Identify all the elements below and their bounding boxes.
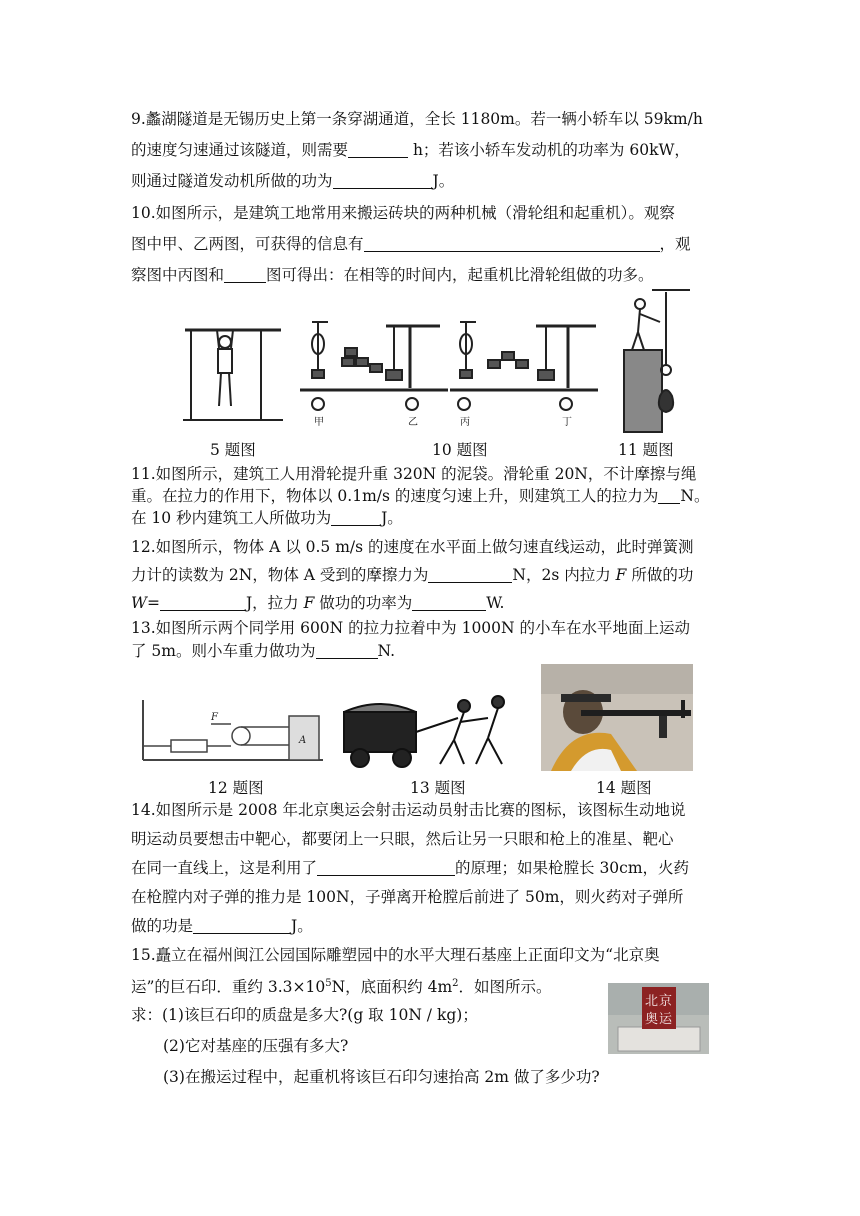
- q14-line3: 在同一直线上，这是利用了 的原理；如果枪膛长 30cm，火药: [131, 859, 690, 877]
- q11-line3: 在 10 秒内建筑工人所做功为 J。: [131, 509, 403, 527]
- seal-char-1: 北: [645, 994, 659, 1009]
- caption-fig5: 5 题图: [210, 441, 256, 459]
- label-yi: 乙: [408, 417, 418, 428]
- q11-line1: 11.如图所示，建筑工人用滑轮提升重 320N 的泥袋。滑轮重 20N，不计摩擦与绳: [131, 465, 697, 483]
- force-label: F: [211, 712, 218, 723]
- pulley-worker-figure: [622, 286, 692, 434]
- q15-sub1: 求：(1)该巨石印的质盘是多大?(g 取 10N / kg)；: [131, 1006, 478, 1024]
- stone-seal-photo: [608, 983, 709, 1054]
- q14-line5: 做的功是 J。: [131, 917, 313, 935]
- answer-blank[interactable]: [316, 642, 378, 659]
- q11-line2: 重。在拉力的作用下，物体以 0.1m/s 的速度匀速上升，则建筑工人的拉力为 N。: [131, 487, 710, 505]
- q10-line3: 察图中丙图和 图可得出：在相等的时间内，起重机比滑轮组做的功多。: [131, 266, 654, 284]
- answer-blank[interactable]: [333, 172, 433, 189]
- q9-line2: 的速度匀速通过该隧道，则需要 h；若该小轿车发动机的功率为 60kW，: [131, 141, 690, 159]
- answer-blank[interactable]: [412, 594, 486, 611]
- q14-line1: 14.如图所示是 2008 年北京奥运会射击运动员射击比赛的图标，该图标生动地说: [131, 801, 686, 819]
- q13-line2: 了 5m。则小车重力做功为 N.: [131, 642, 395, 660]
- seal-char-4: 运: [659, 1012, 673, 1027]
- q9-line3: 则通过隧道发动机所做的功为 J。: [131, 172, 455, 190]
- q9-line1: 9.蠡湖隧道是无锡历史上第一条穿湖通道，全长 1180m。若一辆小轿车以 59km/h: [131, 110, 703, 128]
- answer-blank[interactable]: [224, 266, 266, 283]
- q15-line1: 15.矗立在福州闽江公园国际雕塑园中的水平大理石基座上正面印文为“北京奥: [131, 946, 660, 964]
- q12-line1: 12.如图所示，物体 A 以 0.5 m/s 的速度在水平面上做匀速直线运动，此时弹簧测: [131, 538, 694, 556]
- q10-line1: 10.如图所示，是建筑工地常用来搬运砖块的两种机械（滑轮组和起重机）。观察: [131, 204, 675, 222]
- q14-line2: 明运动员要想击中靶心，都要闭上一只眼，然后让另一只眼和枪上的准星、靶心: [131, 830, 674, 848]
- caption-fig11: 11 题图: [618, 441, 674, 459]
- q15-sub3: (3)在搬运过程中，起重机将该巨石印匀速抬高 2m 做了多少功?: [163, 1068, 600, 1086]
- q12-line3: W= J，拉力 F 做功的功率为 W.: [131, 594, 505, 612]
- label-bing: 丙: [460, 417, 470, 428]
- label-jia: 甲: [314, 417, 324, 428]
- seal-char-3: 奥: [645, 1012, 659, 1027]
- label-ding: 丁: [562, 417, 572, 428]
- caption-fig10: 10 题图: [432, 441, 488, 459]
- block-label: A: [299, 735, 307, 746]
- answer-blank[interactable]: [658, 487, 680, 504]
- q13-line1: 13.如图所示两个同学用 600N 的拉力拉着中为 1000N 的小车在水平地面上运动: [131, 619, 691, 637]
- q10-line2: 图中甲、乙两图，可获得的信息有 ，观: [131, 235, 691, 253]
- answer-blank[interactable]: [193, 917, 291, 934]
- seal-char-2: 京: [659, 994, 673, 1009]
- caption-fig14: 14 题图: [596, 779, 652, 797]
- spring-scale-figure: [131, 694, 325, 770]
- q12-line2: 力计的读数为 2N，物体 A 受到的摩擦力为 N，2s 内拉力 F 所做的功: [131, 566, 694, 584]
- answer-blank[interactable]: [331, 509, 381, 526]
- crane-figure-a: [300, 318, 448, 430]
- answer-blank[interactable]: [160, 594, 246, 611]
- pullup-figure: [183, 322, 283, 422]
- cart-pulling-figure: [340, 688, 520, 774]
- q15-sub2: (2)它对基座的压强有多大?: [163, 1037, 349, 1055]
- answer-blank[interactable]: [364, 235, 660, 252]
- crane-figure-b: [450, 318, 598, 430]
- caption-fig13: 13 题图: [410, 779, 466, 797]
- answer-blank[interactable]: [317, 859, 455, 876]
- caption-fig12: 12 题图: [208, 779, 264, 797]
- answer-blank[interactable]: [428, 566, 512, 583]
- q15-line2: 运”的巨石印．重约 $3.3\times 10^5N$，底面积约 $4m^2$．如图所示。: [131, 978, 552, 997]
- answer-blank[interactable]: [348, 141, 408, 158]
- shooting-photo: [541, 664, 693, 771]
- q14-line4: 在枪膛内对子弹的推力是 100N，子弹离开枪膛后前进了 50m，则火药对子弹所: [131, 888, 684, 906]
